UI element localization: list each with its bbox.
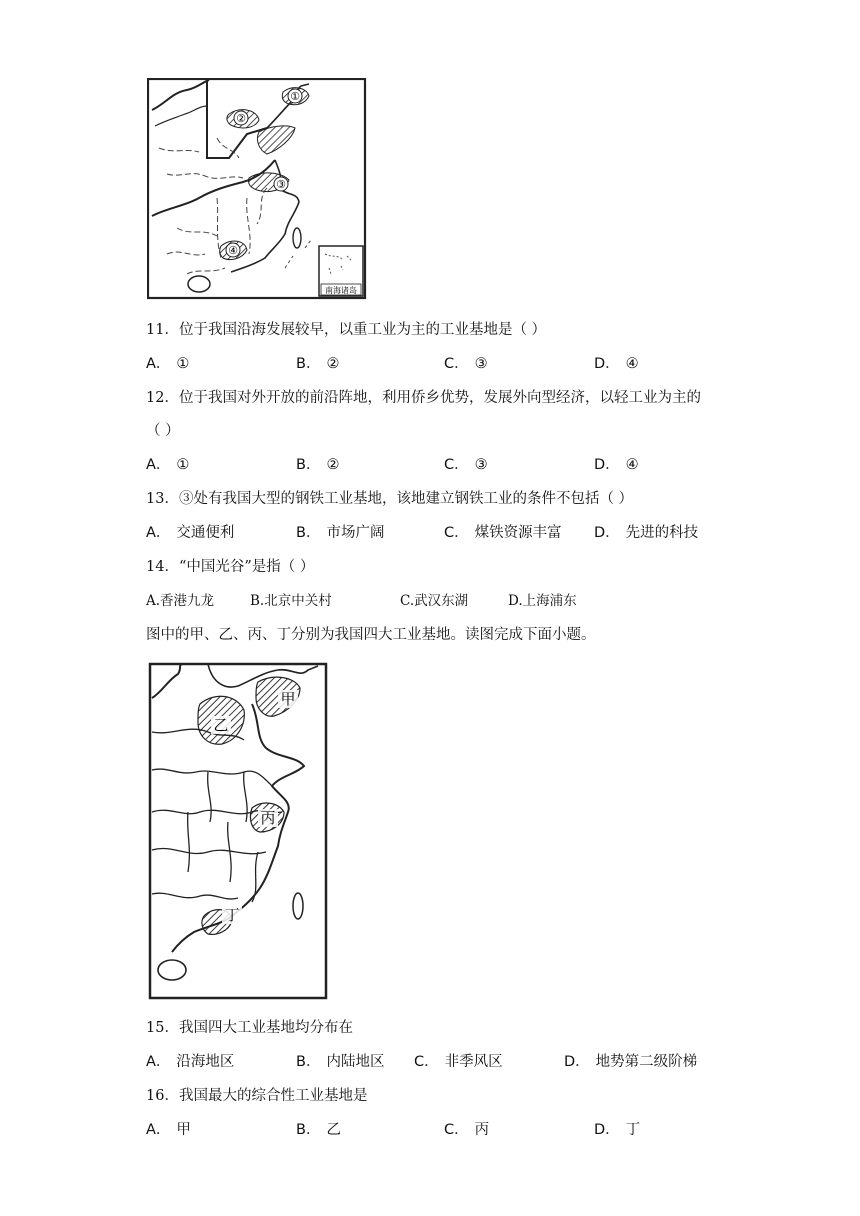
- question-16-option-d[interactable]: D． 丁: [594, 1122, 641, 1138]
- question-12-option-c[interactable]: C． ③: [444, 457, 488, 473]
- map2-marker-yi: 乙: [213, 716, 229, 734]
- question-11-option-c[interactable]: C． ③: [444, 356, 488, 372]
- question-16-option-a[interactable]: A． 甲: [146, 1122, 191, 1138]
- map-industrial-bases-2: [148, 662, 330, 1002]
- question-11-option-b[interactable]: B． ②: [296, 356, 340, 372]
- question-15-option-a[interactable]: A． 沿海地区: [146, 1054, 235, 1070]
- question-12-option-d[interactable]: D． ④: [594, 457, 639, 473]
- question-13-option-d[interactable]: D． 先进的科技: [594, 525, 699, 541]
- map1-marker-2: ②: [236, 112, 246, 125]
- map1-marker-1: ①: [290, 90, 300, 103]
- question-15-option-d[interactable]: D． 地势第二级阶梯: [564, 1054, 698, 1070]
- map1-inset-label: 南海诸岛: [325, 286, 357, 295]
- map2-intro-text: 图中的甲、乙、丙、丁分别为我国四大工业基地。读图完成下面小题。: [146, 627, 596, 643]
- question-11-option-a[interactable]: A． ①: [146, 356, 190, 372]
- map-2-figure: [148, 662, 330, 1002]
- question-15-stem: 15．我国四大工业基地均分布在: [146, 1020, 353, 1036]
- question-12-option-a[interactable]: A． ①: [146, 457, 190, 473]
- question-14-stem: 14．“中国光谷”是指（ ）: [146, 559, 315, 575]
- question-13-option-c[interactable]: C． 煤铁资源丰富: [444, 525, 562, 541]
- question-14-option-b[interactable]: B.北京中关村: [250, 593, 332, 609]
- question-16-option-c[interactable]: C． 丙: [444, 1122, 490, 1138]
- question-13-option-a[interactable]: A． 交通便利: [146, 525, 235, 541]
- question-14-option-d[interactable]: D.上海浦东: [508, 593, 577, 609]
- question-16-option-b[interactable]: B． 乙: [296, 1122, 341, 1138]
- question-14-option-a[interactable]: A.香港九龙: [146, 593, 215, 609]
- question-13-option-b[interactable]: B． 市场广阔: [296, 525, 385, 541]
- map2-marker-ding: 丁: [224, 906, 240, 924]
- question-11-stem: 11．位于我国沿海发展较早，以重工业为主的工业基地是（ ）: [146, 322, 547, 338]
- question-15-option-b[interactable]: B． 内陆地区: [296, 1054, 385, 1070]
- map2-marker-bing: 丙: [260, 809, 276, 827]
- map1-marker-4: ④: [228, 244, 238, 257]
- question-14-option-c[interactable]: C.武汉东湖: [400, 593, 469, 609]
- question-12-stem: 12．位于我国对外开放的前沿阵地，利用侨乡优势，发展外向型经济，以轻工业为主的: [146, 390, 701, 406]
- question-11-option-d[interactable]: D． ④: [594, 356, 639, 372]
- question-16-stem: 16．我国最大的综合性工业基地是: [146, 1088, 368, 1104]
- question-12-option-b[interactable]: B． ②: [296, 457, 340, 473]
- question-12-stem-continued: （ ）: [146, 423, 180, 439]
- map2-marker-jia: 甲: [280, 690, 296, 708]
- map-industrial-bases-1: [147, 78, 367, 300]
- question-15-option-c[interactable]: C． 非季风区: [414, 1054, 503, 1070]
- map-1-figure: [147, 78, 367, 300]
- question-13-stem: 13．③处有我国大型的钢铁工业基地，该地建立钢铁工业的条件不包括（ ）: [146, 491, 634, 507]
- map1-marker-3: ③: [276, 178, 286, 191]
